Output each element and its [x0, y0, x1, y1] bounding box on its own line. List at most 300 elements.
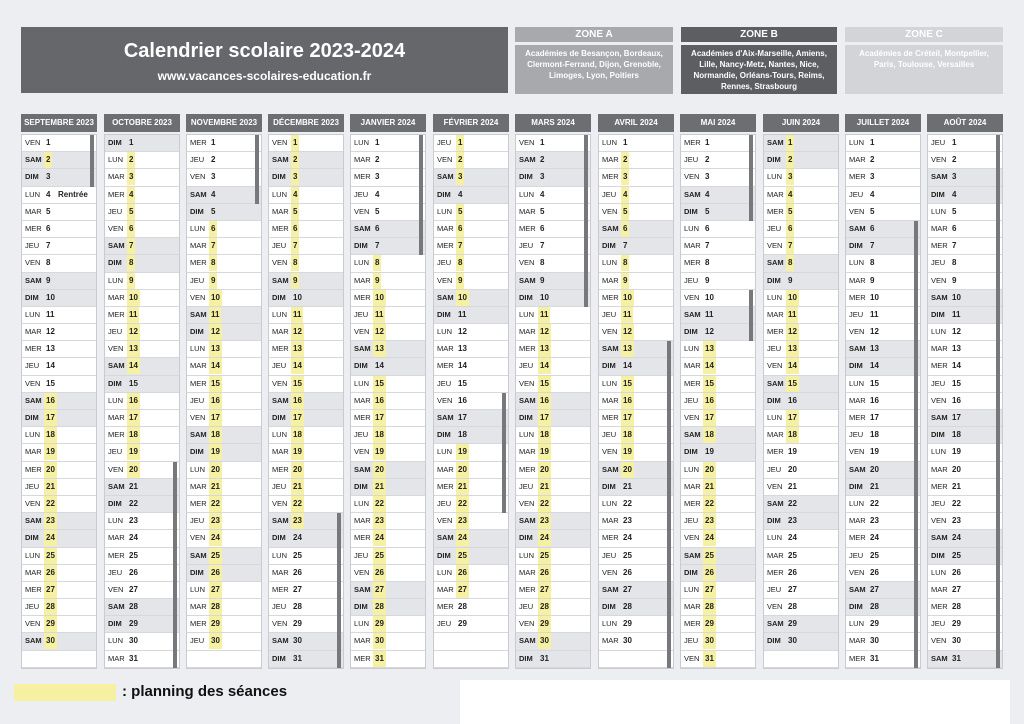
weekday-label: VEN — [437, 516, 453, 526]
day-number: 30 — [870, 636, 879, 646]
weekday-label: MAR — [25, 327, 42, 337]
day-number: 7 — [46, 241, 51, 251]
day-number: 10 — [293, 292, 302, 302]
day-number: 14 — [375, 361, 384, 371]
day-number: 21 — [623, 481, 632, 491]
weekday-label: JEU — [190, 516, 205, 526]
day-number: 16 — [458, 395, 467, 405]
day-number: 14 — [209, 358, 222, 374]
weekday-label: VEN — [849, 447, 865, 457]
weekday-label: JEU — [602, 309, 617, 319]
day-number: 1 — [540, 138, 545, 147]
weekday-label: JEU — [519, 481, 534, 491]
day-row — [516, 169, 590, 186]
weekday-label: SAM — [767, 138, 784, 147]
weekday-label: MER — [190, 138, 207, 147]
day-number: 31 — [952, 653, 961, 663]
day-number: 9 — [870, 275, 875, 285]
day-row — [269, 444, 343, 461]
weekday-label: MAR — [437, 344, 454, 354]
day-row — [846, 548, 920, 565]
day-number: 1 — [211, 138, 216, 147]
day-row — [846, 651, 920, 668]
weekday-label: LUN — [602, 619, 618, 629]
weekday-label: MAR — [684, 602, 701, 612]
day-row — [22, 290, 96, 307]
weekday-label: SAM — [519, 155, 536, 165]
day-number: 18 — [373, 427, 386, 443]
weekday-label: MAR — [354, 275, 371, 285]
day-row — [846, 204, 920, 221]
day-number: 24 — [952, 533, 961, 543]
weekday-label: MAR — [272, 206, 289, 216]
day-number: 26 — [703, 565, 716, 581]
weekday-label: MER — [354, 653, 371, 663]
day-row — [105, 238, 179, 255]
weekday-label: JEU — [437, 378, 452, 388]
day-number: 6 — [786, 221, 794, 237]
weekday-label: MAR — [190, 361, 207, 371]
weekday-label: MAR — [767, 309, 784, 319]
weekday-label: SAM — [602, 223, 619, 233]
weekday-label: MER — [849, 413, 866, 422]
day-number: 2 — [456, 152, 464, 168]
day-number: 5 — [375, 206, 380, 216]
day-row — [681, 496, 755, 513]
day-number: 5 — [621, 204, 629, 220]
weekday-label: MER — [602, 533, 619, 543]
day-row — [269, 530, 343, 547]
weekday-label: JEU — [684, 395, 699, 405]
day-number: 27 — [209, 582, 222, 598]
day-row — [599, 462, 673, 479]
empty-row — [22, 651, 96, 668]
weekday-label: VEN — [519, 378, 535, 388]
day-number: 8 — [870, 258, 875, 268]
weekday-label: MAR — [354, 155, 371, 165]
day-row — [599, 513, 673, 530]
day-number: 20 — [209, 462, 222, 478]
day-row — [187, 187, 261, 204]
weekday-label: DIM — [519, 172, 533, 182]
day-row — [846, 221, 920, 238]
weekday-label: DIM — [519, 653, 533, 663]
weekday-label: VEN — [684, 172, 700, 182]
day-row — [846, 358, 920, 375]
weekday-label: LUN — [272, 309, 288, 319]
day-number: 23 — [129, 516, 138, 526]
weekday-label: DIM — [931, 550, 945, 560]
day-number: 10 — [870, 292, 879, 302]
weekday-label: VEN — [354, 567, 370, 577]
day-number: 15 — [291, 376, 304, 392]
day-number: 1 — [786, 135, 794, 151]
weekday-label: LUN — [25, 430, 41, 440]
day-row — [351, 530, 425, 547]
day-row — [928, 273, 1002, 290]
day-row — [434, 479, 508, 496]
day-row — [105, 152, 179, 169]
weekday-label: DIM — [108, 378, 122, 388]
day-number: 10 — [540, 292, 549, 302]
day-row — [846, 479, 920, 496]
day-number: 6 — [621, 221, 629, 237]
day-row — [269, 651, 343, 668]
holiday-bar — [914, 221, 918, 668]
day-number: 10 — [373, 290, 386, 306]
weekday-label: MAR — [108, 533, 125, 543]
weekday-label: VEN — [684, 292, 700, 302]
weekday-label: LUN — [519, 309, 535, 319]
day-number: 23 — [870, 516, 879, 526]
day-number: 29 — [458, 619, 467, 629]
weekday-label: DIM — [519, 533, 533, 543]
weekday-label: JEU — [108, 327, 123, 337]
day-row — [269, 273, 343, 290]
day-number: 21 — [44, 479, 57, 495]
weekday-label: VEN — [25, 258, 41, 268]
weekday-label: MAR — [849, 155, 866, 165]
day-number: 17 — [127, 410, 140, 426]
day-number: 5 — [870, 206, 875, 216]
day-row — [928, 633, 1002, 650]
day-row — [434, 169, 508, 186]
legend-swatch — [14, 684, 116, 701]
weekday-label: DIM — [25, 533, 39, 543]
day-number: 30 — [703, 633, 716, 649]
weekday-label: LUN — [190, 584, 206, 594]
day-number: 22 — [373, 496, 386, 512]
weekday-label: LUN — [108, 395, 124, 405]
weekday-label: VEN — [849, 567, 865, 577]
day-number: 10 — [952, 292, 961, 302]
day-row — [516, 496, 590, 513]
day-number: 29 — [623, 619, 632, 629]
month-header: AVRIL 2024 — [598, 114, 674, 132]
day-row — [22, 169, 96, 186]
weekday-label: SAM — [437, 533, 454, 543]
day-number: 4 — [375, 189, 380, 199]
weekday-label: JEU — [272, 602, 287, 612]
weekday-label: DIM — [108, 138, 122, 147]
weekday-label: DIM — [849, 241, 863, 251]
day-row — [764, 152, 838, 169]
day-row — [187, 582, 261, 599]
weekday-label: MAR — [354, 636, 371, 646]
day-number: 9 — [621, 273, 629, 289]
weekday-label: DIM — [272, 533, 286, 543]
weekday-label: JEU — [767, 223, 782, 233]
weekday-label: LUN — [108, 516, 124, 526]
day-number: 10 — [705, 292, 714, 302]
day-number: 8 — [209, 255, 217, 271]
weekday-label: DIM — [767, 155, 781, 165]
weekday-label: SAM — [25, 275, 42, 285]
weekday-label: MER — [437, 481, 454, 491]
weekday-label: DIM — [684, 567, 698, 577]
day-number: 12 — [870, 327, 879, 337]
day-number: 1 — [375, 138, 380, 147]
weekday-label: LUN — [108, 155, 124, 165]
day-number: 3 — [46, 172, 51, 182]
day-row — [764, 273, 838, 290]
day-row — [846, 513, 920, 530]
day-row — [269, 221, 343, 238]
weekday-label: VEN — [931, 395, 947, 405]
day-row — [434, 238, 508, 255]
weekday-label: MER — [437, 241, 454, 251]
day-row — [928, 135, 1002, 152]
weekday-label: SAM — [272, 155, 289, 165]
weekday-label: SAM — [849, 223, 866, 233]
weekday-label: DIM — [767, 395, 781, 405]
weekday-label: VEN — [602, 327, 618, 337]
weekday-label: VEN — [519, 498, 535, 508]
day-number: 10 — [209, 290, 222, 306]
day-number: 27 — [373, 582, 386, 598]
day-row — [351, 393, 425, 410]
day-number: 27 — [952, 584, 961, 594]
day-number: 18 — [44, 427, 57, 443]
day-number: 29 — [703, 616, 716, 632]
weekday-label: DIM — [437, 309, 451, 319]
weekday-label: MER — [602, 172, 619, 182]
day-row — [434, 462, 508, 479]
day-row — [928, 307, 1002, 324]
day-number: 20 — [373, 462, 386, 478]
day-row — [187, 496, 261, 513]
holiday-bar — [667, 341, 671, 668]
holiday-bar — [173, 462, 177, 668]
day-list — [763, 134, 839, 669]
weekday-label: MAR — [684, 481, 701, 491]
day-number: 9 — [705, 275, 710, 285]
day-number: 22 — [952, 498, 961, 508]
weekday-label: JEU — [519, 602, 534, 612]
day-row — [764, 513, 838, 530]
day-row — [764, 633, 838, 650]
day-row — [681, 204, 755, 221]
day-number: 24 — [870, 533, 879, 543]
day-number: 31 — [703, 651, 716, 667]
day-row — [928, 479, 1002, 496]
month-header: MARS 2024 — [515, 114, 591, 132]
day-number: 30 — [623, 636, 632, 646]
weekday-label: VEN — [272, 619, 288, 629]
day-row — [599, 169, 673, 186]
day-number: 4 — [621, 187, 629, 203]
day-number: 4 — [211, 189, 216, 199]
day-row — [187, 427, 261, 444]
day-row — [105, 479, 179, 496]
day-row — [22, 496, 96, 513]
weekday-label: MER — [108, 189, 125, 199]
day-number: 18 — [127, 427, 140, 443]
weekday-label: MAR — [931, 584, 948, 594]
day-number: 4 — [291, 187, 299, 203]
day-row — [516, 599, 590, 616]
day-number: 14 — [538, 358, 551, 374]
day-row — [846, 238, 920, 255]
day-row — [105, 513, 179, 530]
day-row — [105, 290, 179, 307]
day-number: 16 — [209, 393, 222, 409]
day-row — [187, 358, 261, 375]
weekday-label: LUN — [767, 413, 783, 422]
zone-c-academies: Académies de Créteil, Montpellier, Paris, Toulouse, Versailles — [845, 45, 1003, 94]
weekday-label: LUN — [272, 550, 288, 560]
day-number: 13 — [703, 341, 716, 357]
day-row — [681, 616, 755, 633]
day-number: 6 — [870, 223, 875, 233]
weekday-label: SAM — [354, 223, 371, 233]
weekday-label: VEN — [519, 138, 535, 147]
day-number: 20 — [870, 464, 879, 474]
weekday-label: DIM — [108, 619, 122, 629]
day-number: 29 — [209, 616, 222, 632]
weekday-label: DIM — [602, 361, 616, 371]
weekday-label: JEU — [602, 550, 617, 560]
day-row — [599, 427, 673, 444]
weekday-label: VEN — [767, 481, 783, 491]
day-number: 22 — [870, 498, 879, 508]
day-row — [187, 479, 261, 496]
day-row — [928, 582, 1002, 599]
weekday-label: VEN — [272, 378, 288, 388]
weekday-label: VEN — [437, 155, 453, 165]
weekday-label: SAM — [767, 498, 784, 508]
day-number: 25 — [538, 548, 551, 564]
day-number: 25 — [703, 548, 716, 564]
weekday-label: VEN — [354, 447, 370, 457]
day-row — [681, 427, 755, 444]
day-row — [434, 341, 508, 358]
weekday-label: VEN — [190, 172, 206, 182]
day-number: 21 — [373, 479, 386, 495]
day-number: 27 — [456, 582, 469, 598]
weekday-label: JEU — [437, 619, 452, 629]
day-row — [599, 599, 673, 616]
weekday-label: VEN — [108, 584, 124, 594]
weekday-label: LUN — [931, 567, 947, 577]
day-row — [269, 187, 343, 204]
day-number: 26 — [788, 567, 797, 577]
weekday-label: LUN — [767, 292, 783, 302]
day-number: 30 — [129, 636, 138, 646]
day-row — [764, 410, 838, 427]
weekday-label: MER — [602, 413, 619, 422]
day-number: 2 — [211, 155, 216, 165]
weekday-label: VEN — [354, 327, 370, 337]
day-number: 13 — [538, 341, 551, 357]
title-banner — [21, 27, 508, 93]
day-row — [681, 307, 755, 324]
weekday-label: JEU — [25, 241, 40, 251]
day-number: 29 — [129, 619, 138, 629]
day-number: 7 — [786, 238, 794, 254]
zone-b-title: ZONE B — [681, 27, 837, 42]
weekday-label: SAM — [684, 550, 701, 560]
weekday-label: MER — [108, 309, 125, 319]
day-row — [269, 135, 343, 152]
weekday-label: DIM — [25, 413, 39, 422]
day-row — [187, 616, 261, 633]
month-header: JUIN 2024 — [763, 114, 839, 132]
weekday-label: DIM — [25, 292, 39, 302]
weekday-label: MER — [931, 361, 948, 371]
day-number: 2 — [952, 155, 957, 165]
day-row — [764, 530, 838, 547]
day-number: 3 — [211, 172, 216, 182]
day-row — [846, 616, 920, 633]
day-row — [764, 479, 838, 496]
weekday-label: DIM — [25, 172, 39, 182]
day-row — [764, 290, 838, 307]
weekday-label: MER — [849, 172, 866, 182]
day-number: 21 — [129, 481, 138, 491]
day-row — [269, 307, 343, 324]
day-row — [351, 479, 425, 496]
weekday-label: JEU — [767, 464, 782, 474]
weekday-label: JEU — [931, 378, 946, 388]
day-number: 7 — [209, 238, 217, 254]
day-number: 3 — [705, 172, 710, 182]
day-row — [187, 204, 261, 221]
weekday-label: MER — [190, 378, 207, 388]
day-number: 20 — [703, 462, 716, 478]
day-row — [269, 427, 343, 444]
month-column — [350, 114, 426, 669]
holiday-bar — [996, 135, 1000, 668]
weekday-label: SAM — [354, 344, 371, 354]
day-number: 9 — [788, 275, 793, 285]
weekday-label: DIM — [767, 636, 781, 646]
day-number: 26 — [456, 565, 469, 581]
day-number: 15 — [621, 376, 634, 392]
weekday-label: MAR — [767, 550, 784, 560]
day-row — [928, 221, 1002, 238]
day-row — [22, 599, 96, 616]
weekday-label: SAM — [25, 155, 42, 165]
day-list — [350, 134, 426, 669]
month-column — [104, 114, 180, 669]
weekday-label: VEN — [25, 619, 41, 629]
day-number: 4 — [46, 189, 51, 199]
weekday-label: JEU — [108, 567, 123, 577]
day-row — [599, 410, 673, 427]
weekday-label: MAR — [190, 241, 207, 251]
weekday-label: SAM — [108, 361, 125, 371]
day-row — [269, 410, 343, 427]
day-number: 13 — [209, 341, 222, 357]
weekday-label: JEU — [272, 481, 287, 491]
day-row — [187, 444, 261, 461]
weekday-label: VEN — [272, 138, 288, 147]
weekday-label: SAM — [108, 481, 125, 491]
day-row — [105, 135, 179, 152]
weekday-label: DIM — [519, 292, 533, 302]
page-title: Calendrier scolaire 2023-2024 — [123, 40, 406, 62]
day-number: 3 — [375, 172, 380, 182]
weekday-label: JEU — [190, 636, 205, 646]
weekday-label: DIM — [190, 447, 204, 457]
empty-row — [764, 651, 838, 668]
day-row — [105, 530, 179, 547]
day-number: 16 — [44, 393, 57, 409]
day-row — [846, 341, 920, 358]
weekday-label: LUN — [602, 138, 618, 147]
weekday-label: MAR — [519, 567, 536, 577]
